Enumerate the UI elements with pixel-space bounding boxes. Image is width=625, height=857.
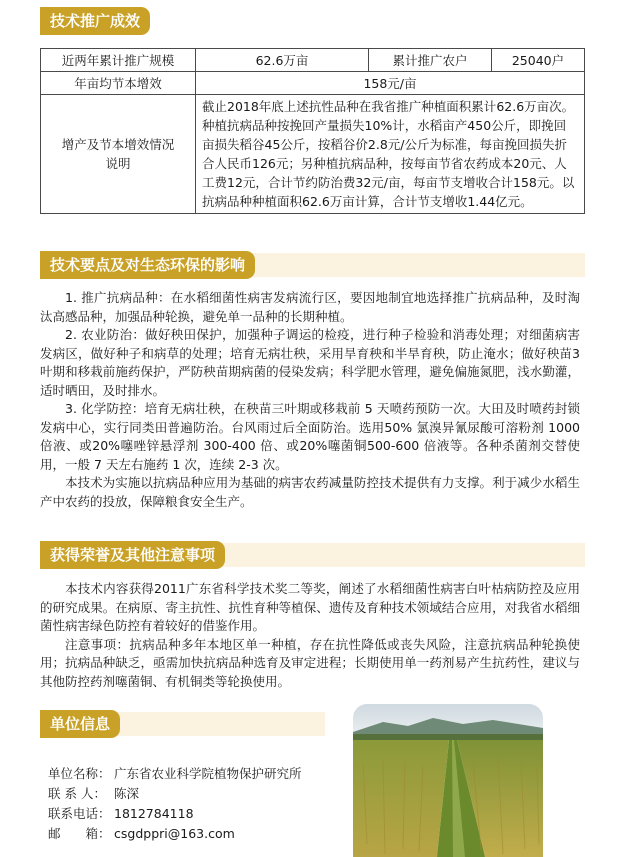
section-title-unit-info: 单位信息 bbox=[40, 710, 120, 738]
section-title-tech-points: 技术要点及对生态环保的影响 bbox=[40, 251, 255, 279]
description-text: 截止2018年底上述抗性品种在我省推广种植面积累计62.6万亩次。种植抗病品种按挽回产量损失10%计，水稻亩产450公斤，即挽回亩损失稻谷45公斤，按稻谷价2.8元/公斤为标准，每亩挽回损失折合人民币126元；另种植抗病品种，按每亩节省农药成本20元、人工费12元，合计节约防治费32元/亩，每亩节支增收合计158元。以抗病品种种植面积62.6万亩计算，合计节支增收1.44亿元。 bbox=[196, 95, 585, 214]
tech-points-body bbox=[40, 289, 580, 511]
paragraph: 本技术为实施以抗病品种应用为基础的病害农药减量防控技术提供有力支撑。利于减少水稻生产中农药的投放，保障粮食安全生产。 bbox=[40, 475, 580, 509]
contact-value: csgdppri@163.com bbox=[114, 826, 235, 841]
label-saving: 年亩均节本增效 bbox=[41, 72, 196, 95]
value-scale: 62.6万亩 bbox=[196, 49, 369, 72]
section-title-honors: 获得荣誉及其他注意事项 bbox=[40, 541, 225, 569]
paragraph: 本技术内容获得2011广东省科学技术奖二等奖，阐述了水稻细菌性病害白叶枯病防控及应用的研究成果。在病原、寄主抗性、抗性育种等植保、遗传及育种技术领域结合应用，对我省水稻细菌性病害绿色防控有着较好的借鉴作用。 bbox=[40, 581, 580, 633]
honors-body bbox=[40, 580, 580, 691]
paragraph: 3. 化学防控：培育无病壮秧，在秧苗三叶期或移栽前 5 天喷药预防一次。大田及时喷药封锁发病中心，实行同类田普遍防治。台风雨过后全面防治。选用50% 氯溴异氰尿酸可溶粉剂 1000 倍液、或20%噻唑锌悬浮剂 300-400 倍、或20%噻菌铜500-600 倍液等。各种杀菌剂交替使用，一般 7 天左右施药 1 次，连续 2-3 次。 bbox=[40, 401, 580, 472]
contact-row-email bbox=[48, 824, 302, 844]
promotion-table bbox=[40, 48, 585, 214]
contact-row-unit bbox=[48, 764, 302, 784]
contact-info bbox=[48, 764, 302, 844]
label-scale: 近两年累计推广规模 bbox=[41, 49, 196, 72]
contact-label: 单位名称： bbox=[48, 766, 111, 781]
contact-row-person bbox=[48, 784, 302, 804]
contact-label: 联系电话： bbox=[48, 806, 111, 821]
label-description: 增产及节本增效情况说明 bbox=[41, 95, 196, 214]
label-farmers: 累计推广农户 bbox=[369, 49, 492, 72]
section-title-promotion: 技术推广成效 bbox=[40, 7, 150, 35]
paragraph: 1. 推广抗病品种：在水稻细菌性病害发病流行区，要因地制宜地选择推广抗病品种，及时淘汰高感品种，加强品种轮换，避免单一品种的长期种植。 bbox=[40, 290, 580, 324]
rice-field-photo bbox=[353, 704, 543, 857]
value-farmers: 25040户 bbox=[492, 49, 585, 72]
value-saving: 158元/亩 bbox=[196, 72, 585, 95]
paragraph: 2. 农业防治：做好秧田保护，加强种子调运的检疫，进行种子检验和消毒处理；对细菌病害发病区，做好种子和病草的处理；培育无病壮秧，采用旱育秧和半旱育秧，防止淹水；做好秧苗3 叶期和移栽前施药保护，严防秧苗期病菌的侵染发病；科学肥水管理，避免偏施氮肥，浅水勤灌，适时晒田，及时排水。 bbox=[40, 327, 580, 398]
paragraph: 注意事项：抗病品种多年本地区单一种植，存在抗性降低或丧失风险，注意抗病品种轮换使用；抗病品种缺乏，亟需加快抗病品种选育及审定进程；长期使用单一药剂易产生抗药性，建议与其他防控药剂噻菌铜、有机铜类等轮换使用。 bbox=[40, 636, 580, 689]
contact-label: 联 系 人： bbox=[48, 786, 106, 801]
table-row bbox=[41, 49, 585, 72]
contact-row-phone bbox=[48, 804, 302, 824]
rice-field-illustration bbox=[353, 704, 543, 857]
contact-value: 广东省农业科学院植物保护研究所 bbox=[114, 766, 302, 781]
contact-label: 邮 箱： bbox=[48, 826, 111, 841]
contact-value: 陈深 bbox=[114, 786, 140, 801]
table-row bbox=[41, 95, 585, 214]
table-row bbox=[41, 72, 585, 95]
contact-value: 1812784118 bbox=[114, 806, 194, 821]
